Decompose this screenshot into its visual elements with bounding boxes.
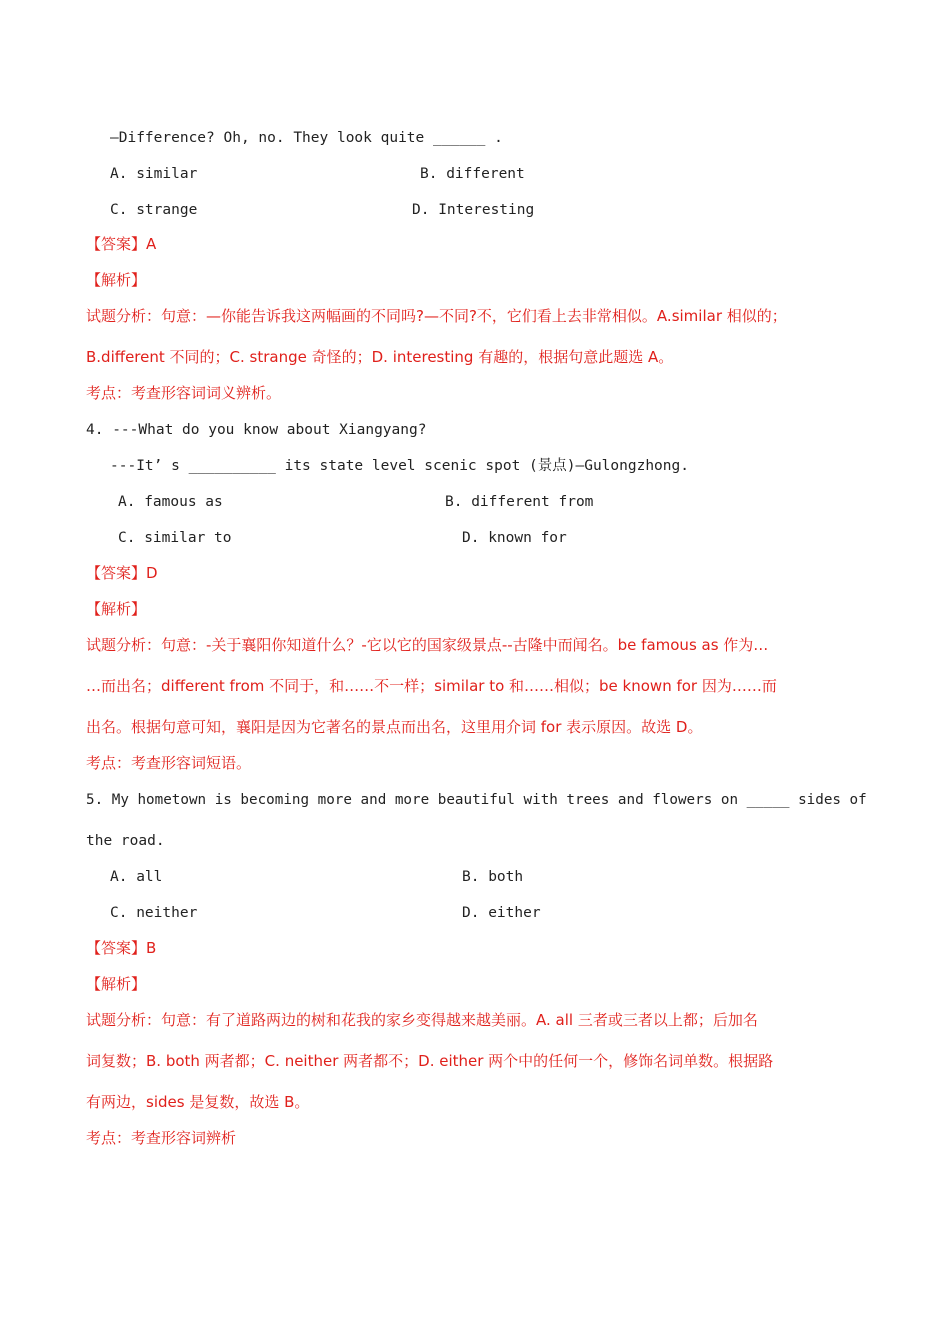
q3-analysis-label: 【解析】 (86, 271, 147, 289)
q5-analysis-line-1: 试题分析：句意：有了道路两边的树和花我的家乡变得越来越美丽。A. all 三者或三者以上都；后加名 (86, 1011, 758, 1029)
q5-option-d: D. either (462, 905, 541, 921)
q5-answer: 【答案】B (86, 939, 157, 957)
q3-dialogue: —Difference? Oh, no. They look quite ______ . (110, 130, 503, 146)
q5-question-line-2: the road. (86, 833, 165, 849)
q3-option-c: C. strange (110, 202, 198, 218)
q3-option-d: D. Interesting (412, 202, 535, 218)
q5-analysis-label: 【解析】 (86, 975, 147, 993)
q3-point: 考点：考查形容词词义辨析。 (86, 384, 282, 402)
q4-analysis-label: 【解析】 (86, 600, 147, 618)
q3-option-a: A. similar (110, 166, 198, 182)
q5-option-c: C. neither (110, 905, 198, 921)
q4-option-d: D. known for (462, 530, 567, 546)
q4-question: 4. ---What do you know about Xiangyang? (86, 422, 427, 438)
q4-option-c: C. similar to (118, 530, 232, 546)
q3-option-b: B. different (420, 166, 525, 182)
q4-point: 考点：考查形容词短语。 (86, 754, 252, 772)
q3-answer: 【答案】A (86, 235, 157, 253)
q5-option-b: B. both (462, 869, 524, 885)
q3-analysis-line-1: 试题分析：句意：—你能告诉我这两幅画的不同吗?—不同?不，它们看上去非常相似。A.similar 相似的； (86, 307, 787, 325)
q4-option-a: A. famous as (118, 494, 223, 510)
q5-analysis-line-2: 词复数；B. both 两者都；C. neither 两者都不；D. either 两个中的任何一个，修饰名词单数。根据路 (86, 1052, 774, 1070)
q4-dialogue: ---It’ s __________ its state level scenic spot (景点)—Gulongzhong. (110, 458, 689, 474)
q4-option-b: B. different from (445, 494, 594, 510)
q5-analysis-line-3: 有两边，sides 是复数，故选 B。 (86, 1093, 310, 1111)
q4-analysis-line-3: 出名。根据句意可知，襄阳是因为它著名的景点而出名，这里用介词 for 表示原因。故选 D。 (86, 718, 703, 736)
q5-point: 考点：考查形容词辨析 (86, 1129, 237, 1147)
q4-answer: 【答案】D (86, 564, 158, 582)
q4-analysis-line-2: …而出名；different from 不同于，和……不一样；similar to 和……相似；be known for 因为……而 (86, 677, 777, 695)
q3-analysis-line-2: B.different 不同的；C. strange 奇怪的；D. interesting 有趣的，根据句意此题选 A。 (86, 348, 674, 366)
q5-option-a: A. all (110, 869, 163, 885)
q5-question-line-1: 5. My hometown is becoming more and more beautiful with trees and flowers on _____ sides of (86, 792, 867, 808)
q4-analysis-line-1: 试题分析：句意：-关于襄阳你知道什么？-它以它的国家级景点--古隆中而闻名。be famous as 作为… (86, 636, 769, 654)
